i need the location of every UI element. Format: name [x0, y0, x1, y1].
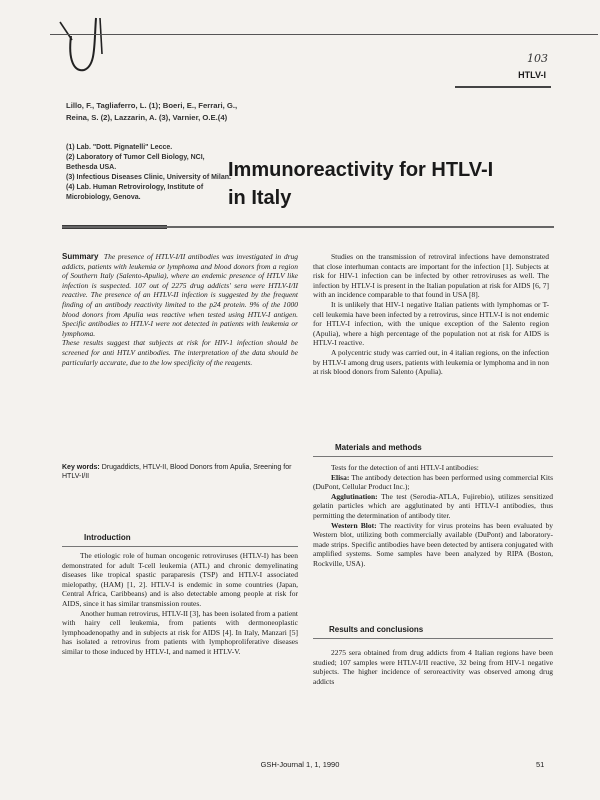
agglutination-label: Agglutination:: [331, 491, 378, 501]
elisa-text: The antibody detection has been performed using commercial Kits (DuPont, Cellular Product Inc.);: [313, 472, 553, 492]
handwritten-mark: [38, 14, 128, 74]
paper-title: [228, 156, 548, 212]
methods-intro: Tests for the detection of anti HTLV-I antibodies:: [331, 463, 479, 472]
elisa-label: Elisa:: [331, 472, 350, 482]
results-rule: [313, 638, 553, 639]
results-body: [313, 648, 553, 686]
affiliation-4: (4) Lab. Human Retrovirology, Institute of Microbiology, Genova.: [66, 183, 204, 201]
introduction-body: [62, 551, 298, 657]
running-head-rule: [455, 86, 551, 88]
results-heading: Results and conclusions: [329, 625, 424, 634]
title-line-1: Immunoreactivity for HTLV-I: [228, 159, 494, 181]
affiliation-1: (1) Lab. "Dott. Pignatelli" Lecce.: [66, 144, 173, 151]
running-head: HTLV-I: [518, 70, 546, 80]
introduction-rule: [62, 546, 298, 547]
handwritten-page-note: 103: [527, 52, 548, 65]
introduction-paragraph-2: Another human retrovirus, HTLV-II [3], has been isolated from a patient with hairy cell leukemia, from patients with dermoneoplastic lymphoadenopathy and in subjects at risk for AIDS [4]. In Italy, Manzari [5] has isolated a retrovirus from patients with lymphoproliferative diseases similar to those induced by HTLV-I, and named it HTLV-V.: [62, 608, 298, 656]
methods-body: [313, 463, 553, 569]
right-paragraph-3: A polycentric study was carried out, in 4 italian regions, on the infection by HTLV-I among drug users, patients with leukemia or lymphoma and in non at risk blood donors from Salento (Apulia).: [313, 347, 549, 377]
right-paragraph-2: It is unlikely that HIV-1 negative Italian patients with lymphomas or T-cell leukemia have been infected by a retrovirus, since HTLV-I is not endemic for HTLV-I infection, with the unique exception of the Salento region (Apulia), where a high percentage of the population not at risk for AIDS is HTLV-I reactive.: [313, 299, 549, 348]
keywords-text: Drugaddicts, HTLV-II, Blood Donors from Apulia, Sreening for HTLV-I/II: [62, 464, 292, 481]
right-paragraph-1: Studies on the transmission of retroviral infections have demonstrated that close interhuman contacts are important for the infection [1]. Subjects at risk for HIV-1 infection can be infected by other retroviruses as well. The infection by HTLV-I is present in the Italian population at risk for AIDS [6, 7] with an incidence comparable to that found in USA [8].: [313, 252, 549, 300]
affiliations: [66, 143, 236, 202]
right-column-intro: [313, 252, 549, 377]
introduction-heading: Introduction: [84, 533, 131, 542]
summary-paragraph-2: These results suggest that subjects at risk for HIV-1 infection should be screened for anti HTLV antibodies. The interpretation of the data should be particularly accurate, due to the low specificity of the reagents.: [62, 338, 298, 367]
author-list: Lillo, F., Tagliaferro, L. (1); Boeri, E., Ferrari, G., Reina, S. (2), Lazzarin, A. (3), Varnier, O.E.(4): [66, 101, 238, 122]
summary-block: [62, 252, 298, 367]
summary-lead: Summary: [62, 252, 99, 261]
affiliation-3: (3) Infectious Diseases Clinic, University of Milan.: [66, 173, 231, 181]
keywords: [62, 463, 298, 482]
title-line-2: in Italy: [228, 187, 292, 209]
keywords-label: Key words:: [62, 464, 100, 471]
agglutination-text: The test (Serodia-ATLA, Fujirebio), utilizes sensitized gelatin particles which are agglutinated by anti HTLV-I antibodies, thus permitting the determination of antibody titer.: [313, 491, 553, 520]
introduction-paragraph-1: The etiologic role of human oncogenic retroviruses (HTLV-I) has been demonstrated for adult T-cell leukemia (ATL) and chronic demyelinating diseases like tropical spastic paraparesis (TSP) and HTLV-I associated mielopathy, (HAM) [1, 2]. HTLV-I is endemic in some countries (Japan, Central Africa, Caribbeans) and is also detectable among people at risk for AIDS, since it has similar transmission routes.: [62, 551, 298, 608]
affiliation-2: (2) Laboratory of Tumor Cell Biology, NCI, Bethesda USA.: [66, 153, 205, 171]
western-blot-label: Western Blot:: [331, 520, 377, 530]
methods-heading: Materials and methods: [335, 443, 422, 452]
page-number: 51: [536, 760, 545, 769]
top-rule: [50, 34, 598, 35]
separator-rule: [62, 226, 554, 228]
summary-paragraph-1: The presence of HTLV-I/II antibodies was investigated in drug addicts, patients with leukemia or lymphoma and blood donors from a region of Southern Italy (Salento-Apulia), where an endemic presence of HTLV like infection is suspected. 107 out of 2275 drug addicts' sera were HTLV-I/II reactive. The presence of an HTLV-II infection is suggested by the frequent finding of an antibody reactivity limited to the p24 protein. 9% of the 1000 blood donors from Apulia was reactive when tested using HTLV-I antigen. Specific antibodies to HTLV-I were not detected in patients with leukemia or lymphoma.: [62, 252, 298, 338]
western-blot-text: The reactivity for virus proteins has been evaluated by Western blot, utilizing both commercially available (DuPont) and laboratory-made strips. Specific antibodies have been detected by antisera conjugated with amplified systems. Some samples have been analyzed by RIPA (Boston, Rockville, USA).: [313, 520, 553, 568]
journal-footer: GSH-Journal 1, 1, 1990: [260, 760, 340, 769]
methods-rule: [313, 456, 553, 457]
results-paragraph-1: 2275 sera obtained from drug addicts from 4 Italian regions have been studied; 107 samples were HTLV-I/II reactive, 32 being from HIV-1 negative subjects. The higher incidence of seroreactivity was observed among drug addicts: [313, 648, 553, 686]
